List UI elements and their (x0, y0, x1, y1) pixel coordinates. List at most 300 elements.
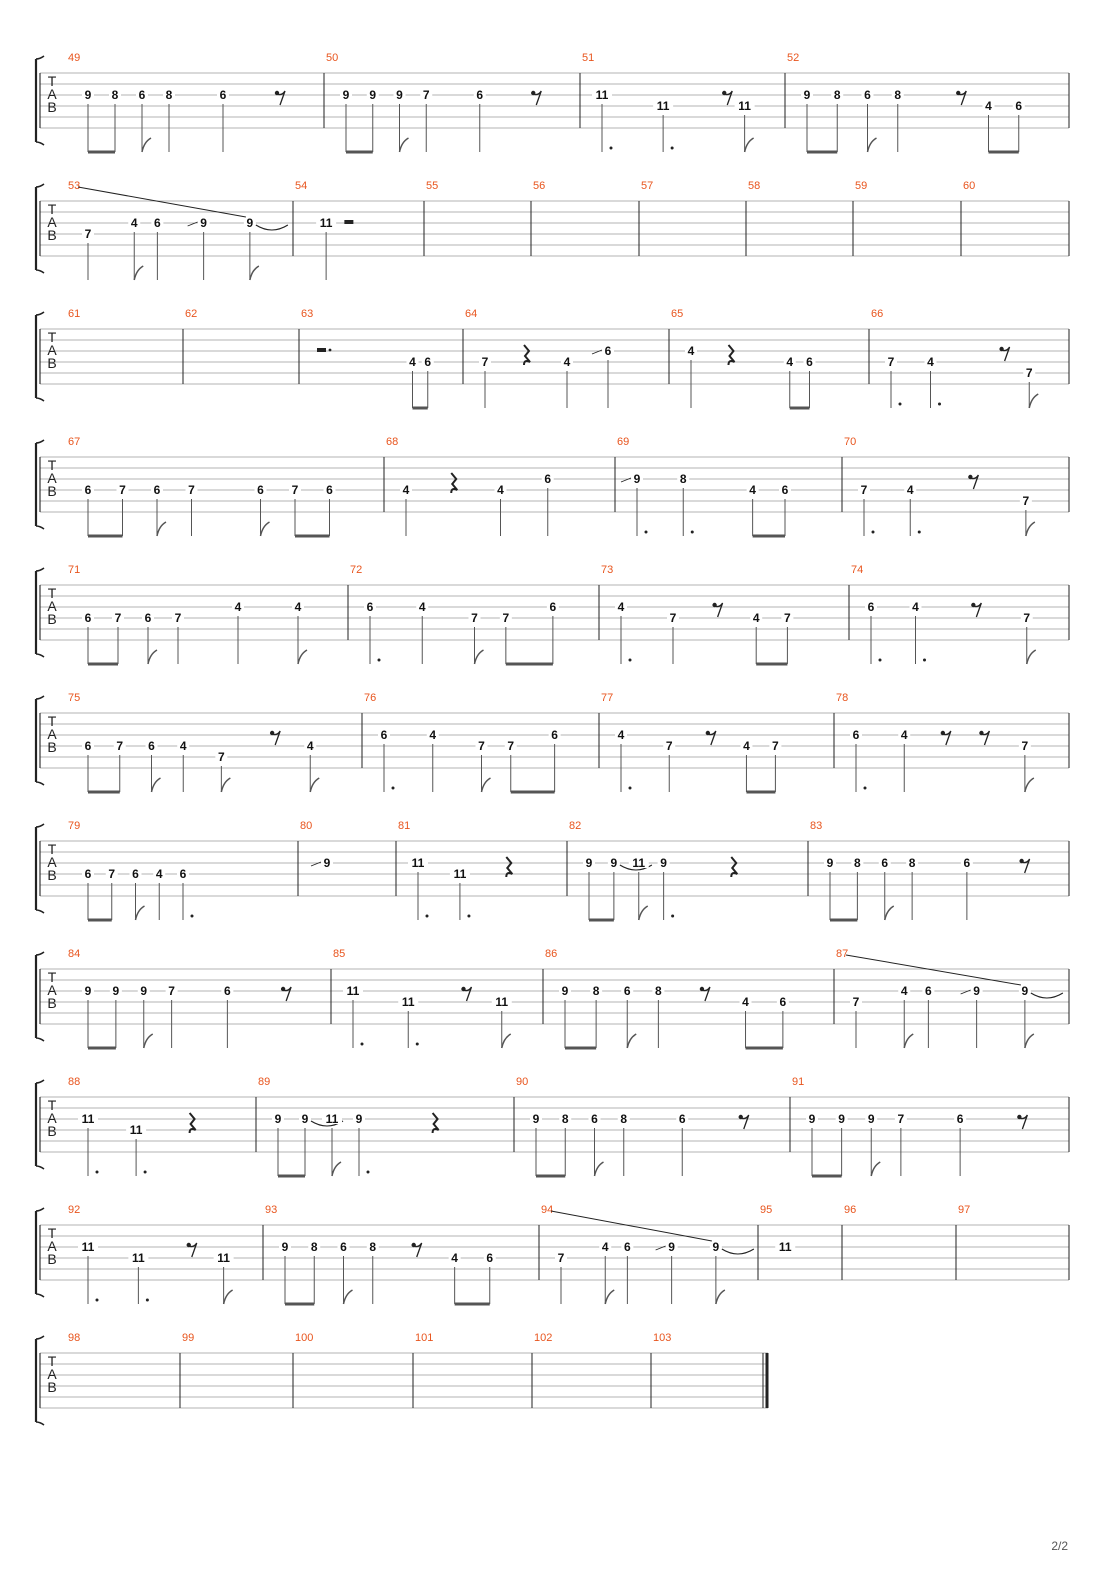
measure-number: 99 (182, 1332, 195, 1344)
fret-number: 6 (179, 867, 187, 881)
eighth-flag (605, 1290, 614, 1304)
fret-number: 9 (826, 856, 834, 870)
rhythm-dot (361, 1043, 364, 1046)
fret-number: 11 (81, 1240, 95, 1254)
tab-clef-letter: A (47, 982, 57, 998)
eighth-flag (332, 1162, 341, 1176)
fret-number: 9 (585, 856, 593, 870)
fret-number: 11 (495, 995, 509, 1009)
tab-clef-letter: T (47, 1225, 57, 1241)
tab-clef-letter: A (47, 470, 57, 486)
fret-number: 9 (633, 472, 641, 486)
measure-number: 79 (68, 820, 81, 832)
measure-number: 58 (748, 180, 761, 192)
fret-number: 4 (742, 995, 749, 1009)
fret-number: 4 (743, 739, 750, 753)
fret-number: 9 (610, 856, 618, 870)
fret-number: 7 (772, 739, 779, 753)
measure-number: 89 (258, 1076, 271, 1088)
measure-number: 64 (465, 308, 478, 320)
fret-number: 6 (340, 1240, 347, 1254)
fret-number: 11 (595, 88, 609, 102)
fret-number: 6 (551, 728, 558, 742)
fret-number: 7 (665, 739, 673, 753)
fret-number: 4 (409, 355, 416, 369)
fret-number: 7 (291, 483, 299, 497)
fret-number: 4 (906, 483, 914, 497)
tab-clef-letter: A (47, 342, 57, 358)
fret-number: 7 (897, 1112, 905, 1126)
quarter-rest (433, 1113, 439, 1133)
fret-number: 6 (84, 611, 92, 625)
rhythm-dot (378, 659, 381, 662)
fret-number: 6 (623, 984, 631, 998)
rhythm-dot (467, 915, 470, 918)
tab-clef-letter: B (47, 867, 57, 883)
fret-number: 9 (84, 984, 92, 998)
eighth-flag (595, 1162, 604, 1176)
eighth-flag (152, 778, 161, 792)
measure-number: 50 (326, 52, 339, 64)
fret-number: 7 (669, 611, 677, 625)
fret-number: 11 (738, 99, 751, 113)
tab-clef-letter: T (47, 969, 57, 985)
eighth-flag (904, 1034, 913, 1048)
fret-number: 6 (219, 88, 227, 102)
phrase-line (78, 187, 246, 217)
fret-number: 7 (119, 483, 126, 497)
page-number: 2/2 (1051, 1539, 1068, 1553)
measure-number: 60 (963, 180, 976, 192)
fret-number: 8 (655, 984, 662, 998)
fret-number: 9 (838, 1112, 845, 1126)
measure-number: 67 (68, 436, 81, 448)
fret-number: 7 (481, 355, 489, 369)
eighth-flag (1027, 650, 1036, 664)
fret-number: 4 (786, 355, 794, 369)
rhythm-dot (96, 1299, 99, 1302)
measure-number: 78 (836, 692, 849, 704)
fret-number: 7 (168, 984, 175, 998)
fret-number: 7 (188, 483, 195, 497)
measure-number: 77 (601, 692, 614, 704)
fret-number: 6 (867, 600, 875, 614)
fret-number: 7 (1021, 739, 1029, 753)
fret-number: 4 (927, 355, 934, 369)
measure-number: 76 (364, 692, 377, 704)
fret-number: 11 (656, 99, 670, 113)
measure-number: 73 (601, 564, 614, 576)
fret-number: 6 (153, 483, 161, 497)
measure-number: 49 (68, 52, 81, 64)
fret-number: 4 (155, 867, 163, 881)
measure-number: 95 (760, 1204, 773, 1216)
tab-clef-letter: T (47, 841, 57, 857)
fret-number: 9 (112, 984, 120, 998)
eighth-flag (1029, 394, 1038, 408)
fret-number: 11 (325, 1112, 339, 1126)
quarter-rest (506, 857, 512, 877)
tie-arc (722, 1249, 754, 1254)
fret-number: 8 (908, 856, 916, 870)
measure-number: 68 (386, 436, 399, 448)
fret-number: 6 (476, 88, 484, 102)
fret-number: 4 (749, 483, 756, 497)
fret-number: 9 (808, 1112, 816, 1126)
fret-number: 4 (912, 600, 919, 614)
eighth-flag (639, 906, 648, 920)
fret-number: 6 (366, 600, 374, 614)
fret-number: 6 (486, 1251, 494, 1265)
measure-number: 96 (844, 1204, 857, 1216)
measure-number: 51 (582, 52, 595, 64)
fret-number: 9 (342, 88, 350, 102)
quarter-rest (731, 857, 737, 877)
fret-number: 6 (148, 739, 155, 753)
rest-dot (329, 349, 332, 352)
tab-clef-letter: T (47, 329, 57, 345)
fret-number: 6 (138, 88, 146, 102)
fret-number: 6 (84, 739, 92, 753)
rhythm-dot (144, 1171, 147, 1174)
fret-number: 6 (852, 728, 860, 742)
fret-number: 9 (532, 1112, 540, 1126)
fret-number: 11 (346, 984, 360, 998)
eighth-flag (134, 266, 143, 280)
rhythm-dot (938, 403, 941, 406)
fret-number: 6 (925, 984, 932, 998)
eighth-flag (1025, 1034, 1034, 1048)
rhythm-dot (864, 787, 867, 790)
tab-clef-letter: T (47, 1353, 57, 1369)
rhythm-dot (872, 531, 875, 534)
half-rest (344, 220, 353, 224)
tab-clef-letter: A (47, 214, 57, 230)
measure-number: 86 (545, 948, 558, 960)
fret-number: 8 (679, 472, 687, 486)
fret-number: 9 (668, 1240, 675, 1254)
measure-number: 65 (671, 308, 684, 320)
fret-number: 6 (154, 216, 161, 230)
rhythm-dot (426, 915, 429, 918)
fret-number: 6 (424, 355, 432, 369)
measure-number: 84 (68, 948, 81, 960)
rhythm-dot (691, 531, 694, 534)
measure-number: 80 (300, 820, 313, 832)
fret-number: 11 (132, 1251, 145, 1265)
fret-number: 9 (1021, 984, 1029, 998)
measure-number: 59 (855, 180, 868, 192)
fret-number: 8 (833, 88, 841, 102)
fret-number: 9 (973, 984, 980, 998)
measure-number: 63 (301, 308, 314, 320)
fret-number: 4 (752, 611, 760, 625)
tab-clef-letter: T (47, 457, 57, 473)
tab-clef-letter: B (47, 227, 57, 243)
fret-number: 4 (418, 600, 426, 614)
fret-number: 7 (471, 611, 478, 625)
measure-number: 75 (68, 692, 81, 704)
measure-number: 83 (810, 820, 823, 832)
eighth-flag (871, 1162, 880, 1176)
fret-number: 6 (781, 483, 789, 497)
fret-number: 4 (234, 600, 242, 614)
fret-number: 9 (803, 88, 811, 102)
measure-number: 82 (569, 820, 582, 832)
quarter-rest (190, 1113, 196, 1133)
fret-number: 8 (165, 88, 173, 102)
measure-number: 57 (641, 180, 654, 192)
rhythm-dot (629, 659, 632, 662)
fret-number: 4 (429, 728, 437, 742)
fret-number: 6 (1015, 99, 1023, 113)
tab-clef-letter: T (47, 73, 57, 89)
fret-number: 7 (860, 483, 868, 497)
eighth-flag (475, 650, 484, 664)
eighth-flag (136, 906, 145, 920)
fret-number: 7 (557, 1251, 565, 1265)
rhythm-dot (671, 147, 674, 150)
eighth-flag (344, 1290, 353, 1304)
fret-number: 8 (310, 1240, 318, 1254)
fret-number: 6 (624, 1240, 631, 1254)
measure-number: 93 (265, 1204, 278, 1216)
measure-number: 85 (333, 948, 346, 960)
measure-number: 53 (68, 180, 81, 192)
fret-number: 11 (319, 216, 333, 230)
fret-number: 6 (956, 1112, 964, 1126)
measure-number: 101 (415, 1332, 434, 1344)
tab-clef-letter: B (47, 1123, 57, 1139)
fret-number: 8 (894, 88, 902, 102)
measure-number: 70 (844, 436, 857, 448)
measure-number: 100 (295, 1332, 314, 1344)
fret-number: 7 (1023, 611, 1031, 625)
rhythm-dot (923, 659, 926, 662)
tab-clef-letter: B (47, 1251, 57, 1267)
tab-clef-letter: B (47, 99, 57, 115)
fret-number: 6 (257, 483, 264, 497)
measure-number: 54 (295, 180, 308, 192)
fret-number: 7 (887, 355, 895, 369)
measure-number: 97 (958, 1204, 971, 1216)
tab-clef-letter: T (47, 713, 57, 729)
fret-number: 4 (617, 600, 625, 614)
fret-number: 11 (81, 1112, 95, 1126)
tie-arc (256, 225, 288, 230)
tab-clef-letter: A (47, 726, 57, 742)
measure-number: 94 (541, 1204, 554, 1216)
rhythm-dot (416, 1043, 419, 1046)
fret-number: 9 (369, 88, 377, 102)
fret-number: 11 (129, 1123, 143, 1137)
fret-number: 11 (217, 1251, 230, 1265)
fret-number: 9 (355, 1112, 363, 1126)
measure-number: 92 (68, 1204, 81, 1216)
tab-clef-letter: B (47, 739, 57, 755)
fret-number: 6 (963, 856, 971, 870)
fret-number: 9 (274, 1112, 282, 1126)
fret-number: 4 (601, 1240, 609, 1254)
fret-number: 7 (114, 611, 122, 625)
fret-number: 9 (301, 1112, 309, 1126)
tab-clef-letter: T (47, 1097, 57, 1113)
fret-number: 6 (544, 472, 552, 486)
fret-number: 4 (451, 1251, 458, 1265)
fret-number: 11 (453, 867, 467, 881)
eighth-flag (627, 1034, 636, 1048)
tab-clef-letter: B (47, 995, 57, 1011)
fret-number: 11 (411, 856, 425, 870)
rhythm-dot (610, 147, 613, 150)
measure-number: 69 (617, 436, 630, 448)
tab-clef-letter: A (47, 1110, 57, 1126)
fret-number: 6 (806, 355, 813, 369)
eighth-flag (716, 1290, 725, 1304)
eighth-flag (142, 138, 151, 152)
fret-number: 6 (864, 88, 871, 102)
tab-clef-letter: B (47, 1379, 57, 1395)
fret-number: 6 (84, 867, 92, 881)
fret-number: 7 (116, 739, 124, 753)
fret-number: 6 (224, 984, 231, 998)
fret-number: 9 (200, 216, 207, 230)
tab-clef-letter: B (47, 483, 57, 499)
fret-number: 4 (900, 984, 908, 998)
rhythm-dot (918, 531, 921, 534)
eighth-flag (885, 906, 894, 920)
fret-number: 7 (502, 611, 510, 625)
fret-number: 6 (144, 611, 152, 625)
fret-number: 7 (108, 867, 116, 881)
measure-number: 71 (68, 564, 81, 576)
fret-number: 9 (246, 216, 254, 230)
eighth-flag (157, 522, 166, 536)
fret-number: 4 (497, 483, 504, 497)
fret-number: 6 (604, 344, 612, 358)
eighth-flag (298, 650, 307, 664)
eighth-flag (1026, 522, 1035, 536)
fret-number: 6 (549, 600, 557, 614)
half-rest (317, 348, 326, 352)
eighth-flag (482, 778, 491, 792)
eighth-flag (400, 138, 409, 152)
fret-number: 8 (369, 1240, 377, 1254)
rhythm-dot (191, 915, 194, 918)
phrase-line (551, 1211, 712, 1241)
fret-number: 7 (507, 739, 515, 753)
fret-number: 9 (660, 856, 667, 870)
fret-number: 9 (140, 984, 148, 998)
fret-number: 4 (306, 739, 314, 753)
measure-number: 103 (653, 1332, 672, 1344)
measure-number: 102 (534, 1332, 553, 1344)
fret-number: 4 (687, 344, 695, 358)
fret-number: 9 (396, 88, 403, 102)
fret-number: 6 (678, 1112, 686, 1126)
fret-number: 6 (132, 867, 139, 881)
fret-number: 9 (561, 984, 569, 998)
rhythm-dot (671, 915, 674, 918)
fret-number: 9 (867, 1112, 875, 1126)
eighth-flag (148, 650, 157, 664)
fret-number: 7 (784, 611, 791, 625)
eighth-flag (261, 522, 270, 536)
fret-number: 7 (1025, 366, 1033, 380)
rhythm-dot (645, 531, 648, 534)
tab-clef-letter: B (47, 355, 57, 371)
tab-clef-letter: A (47, 1238, 57, 1254)
measure-number: 72 (350, 564, 363, 576)
quarter-rest (451, 473, 457, 493)
rhythm-dot (899, 403, 902, 406)
fret-number: 6 (881, 856, 889, 870)
tab-clef-letter: T (47, 585, 57, 601)
eighth-flag (1025, 778, 1034, 792)
fret-number: 8 (620, 1112, 628, 1126)
eighth-flag (310, 778, 319, 792)
fret-number: 9 (281, 1240, 289, 1254)
fret-number: 7 (174, 611, 182, 625)
fret-number: 4 (294, 600, 302, 614)
fret-number: 8 (854, 856, 861, 870)
tab-clef-letter: A (47, 1366, 57, 1382)
fret-number: 6 (779, 995, 787, 1009)
fret-number: 8 (561, 1112, 569, 1126)
eighth-flag (502, 1034, 511, 1048)
eighth-flag (868, 138, 877, 152)
fret-number: 11 (632, 856, 646, 870)
eighth-flag (144, 1034, 153, 1048)
fret-number: 4 (130, 216, 138, 230)
rhythm-dot (879, 659, 882, 662)
fret-number: 4 (179, 739, 187, 753)
measure-number: 90 (516, 1076, 529, 1088)
measure-number: 98 (68, 1332, 81, 1344)
fret-number: 6 (591, 1112, 598, 1126)
fret-number: 4 (617, 728, 625, 742)
eighth-flag (745, 138, 754, 152)
fret-number: 4 (402, 483, 410, 497)
tab-clef-letter: B (47, 611, 57, 627)
rhythm-dot (629, 787, 632, 790)
fret-number: 7 (852, 995, 860, 1009)
measure-number: 55 (426, 180, 439, 192)
measure-number: 52 (787, 52, 800, 64)
measure-number: 87 (836, 948, 849, 960)
fret-number: 8 (111, 88, 119, 102)
fret-number: 9 (84, 88, 92, 102)
rhythm-dot (96, 1171, 99, 1174)
quarter-rest (729, 345, 735, 365)
measure-number: 91 (792, 1076, 805, 1088)
tab-clef-letter: A (47, 854, 57, 870)
measure-number: 61 (68, 308, 81, 320)
measure-number: 88 (68, 1076, 81, 1088)
fret-number: 4 (900, 728, 908, 742)
fret-number: 7 (218, 750, 225, 764)
fret-number: 6 (326, 483, 333, 497)
rhythm-dot (367, 1171, 370, 1174)
tab-clef-letter: T (47, 201, 57, 217)
measure-number: 56 (533, 180, 546, 192)
eighth-flag (250, 266, 259, 280)
fret-number: 6 (380, 728, 388, 742)
fret-number: 7 (84, 227, 92, 241)
fret-number: 9 (712, 1240, 720, 1254)
fret-number: 9 (323, 856, 331, 870)
fret-number: 6 (84, 483, 92, 497)
